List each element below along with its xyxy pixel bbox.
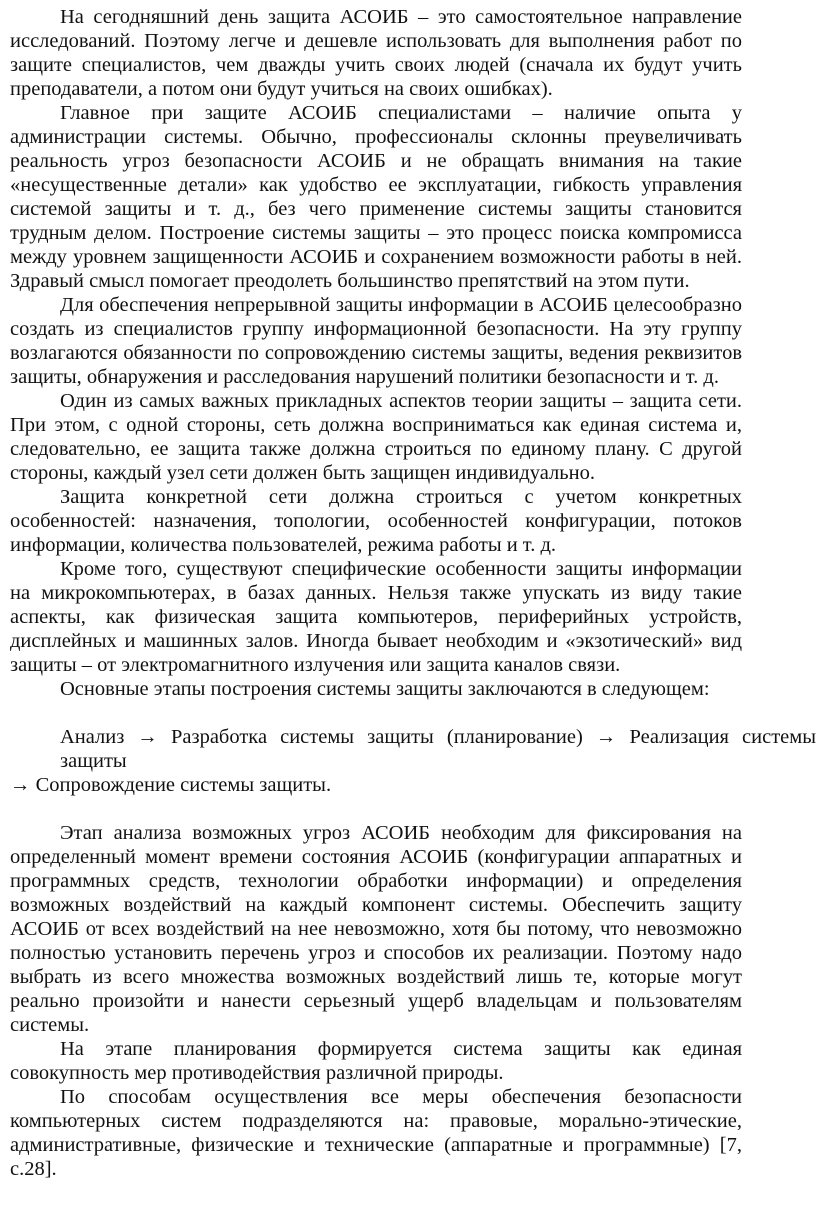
stages-flow-line: Анализ → Разработка системы защиты (планирование) → Реализация системы bbox=[60, 726, 816, 748]
paragraph-measures-types: По способам осуществления все меры обеспечения безопасности компьютерных систем подразделяются на: правовые, морально-этические, административные, физические и технические (аппаратные и программные) [7, с.28]. bbox=[10, 1086, 742, 1180]
blank-line bbox=[10, 797, 742, 821]
paragraph-security-group: Для обеспечения непрерывной защиты информации в АСОИБ целесообразно создать из специалистов группу информационной безопасности. На эту группу возлагаются обязанности по сопровождению системы защиты, ведения реквизитов защиты, обнаружения и расследования нарушений политики безопасности и т. д. bbox=[10, 294, 742, 388]
paragraph-administration-experience: Главное при защите АСОИБ специалистами – наличие опыта у администрации системы. Обычно, профессионалы склонны преувеличивать реальность угроз безопасности АСОИБ и не обращать внимания на такие «несущественные детали» как удобство ее эксплуатации, гибкость управления системой защиты и т. д., без чего применение системы защиты становится трудным делом. Построение системы защиты – это процесс поиска компромисса между уровнем защищенности АСОИБ и сохранением возможности работы в ней. Здравый смысл помогает преодолеть большинство препятствий на этом пути. bbox=[10, 102, 742, 292]
stages-flow-line-continuation: защиты bbox=[60, 750, 127, 772]
stages-flow-final-step: → Сопровождение системы защиты. bbox=[10, 774, 332, 796]
paragraph-intro: На сегодняшний день защита АСОИБ – это самостоятельное направление исследований. Поэтому легче и дешевле использовать для выполнения работ по защите специалистов, чем дважды учить своих людей (сначала их будут учить преподаватели, а потом они будут учиться на своих ошибках). bbox=[10, 6, 742, 100]
paragraph-planning-stage: На этапе планирования формируется система защиты как единая совокупность мер противодействия различной природы. bbox=[10, 1038, 742, 1084]
document-page bbox=[10, 5, 816, 1181]
stages-flow bbox=[10, 725, 816, 797]
paragraph-threat-analysis: Этап анализа возможных угроз АСОИБ необходим для фиксирования на определенный момент времени состояния АСОИБ (конфигурации аппаратных и программных средств, технологии обработки информации) и определения возможных воздействий на каждый компонент системы. Обеспечить защиту АСОИБ от всех воздействий на нее невозможно, хотя бы потому, что невозможно полностью установить перечень угроз и способов их реализации. Поэтому надо выбрать из всего множества возможных воздействий лишь те, которые могут реально произойти и нанести серьезный ущерб владельцам и пользователям системы. bbox=[10, 822, 742, 1036]
blank-line bbox=[10, 701, 742, 725]
paragraph-stages-intro: Основные этапы построения системы защиты заключаются в следующем: bbox=[60, 678, 710, 700]
paragraph-specific-features: Кроме того, существуют специфические особенности защиты информации на микрокомпьютерах, в базах данных. Нельзя также упускать из виду такие аспекты, как физическая защита компьютеров, периферийных устройств, дисплейных и машинных залов. Иногда бывает необходим и «экзотический» вид защиты – от электромагнитного излучения или защита каналов связи. bbox=[10, 558, 742, 676]
paragraph-specific-network: Защита конкретной сети должна строиться с учетом конкретных особенностей: назначения, топологии, особенностей конфигурации, потоков информации, количества пользователей, режима работы и т. д. bbox=[10, 486, 742, 556]
paragraph-network-protection: Один из самых важных прикладных аспектов теории защиты – защита сети. При этом, с одной стороны, сеть должна восприниматься как единая система и, следовательно, ее защита также должна строиться по единому плану. С другой стороны, каждый узел сети должен быть защищен индивидуально. bbox=[10, 390, 742, 484]
